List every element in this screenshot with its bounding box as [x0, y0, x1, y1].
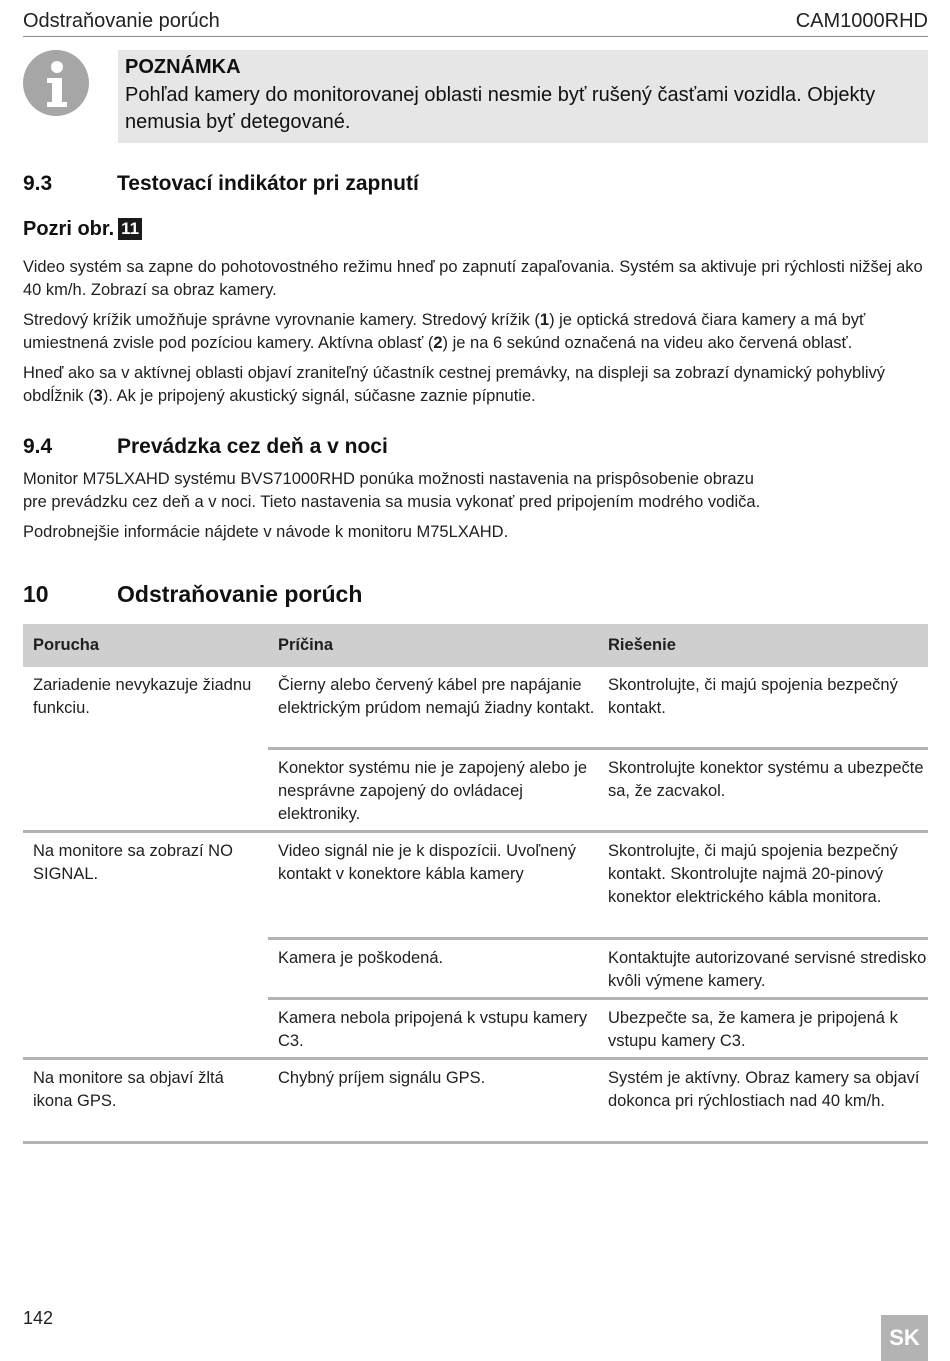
note-text: Pohľad kamery do monitorovanej oblasti nesmie byť rušený časťami vozidla. Objekty nemusia byť detegované. — [125, 84, 876, 133]
solution-cell: Kontaktujte autorizované servisné stredisko kvôli výmene kamery. — [608, 949, 927, 990]
cause-cell: Kamera je poškodená. — [278, 949, 444, 967]
fault-cell: Zariadenie nevykazuje žiadnu funkciu. — [33, 676, 252, 717]
page-header — [23, 6, 928, 37]
cause-cell: Kamera nebola pripojená k vstupu kamery C3. — [278, 1009, 588, 1050]
table-header — [23, 624, 928, 667]
note-box — [23, 50, 928, 145]
header-section: Odstraňovanie porúch — [23, 9, 220, 32]
section-9-3-heading — [23, 172, 419, 196]
paragraph-active-area — [23, 362, 933, 408]
cause-cell: Chybný príjem signálu GPS. — [278, 1069, 486, 1087]
text: Stredový krížik umožňuje správne vyrovnanie kamery. Stredový krížik ( — [23, 311, 540, 329]
table-row — [268, 667, 928, 747]
paragraph-center-cross — [23, 309, 933, 355]
paragraph-day-night — [23, 468, 933, 514]
solution-cell: Skontrolujte konektor systému a ubezpečte sa, že zacvakol. — [608, 759, 924, 800]
section-number: 9.4 — [23, 435, 53, 458]
solution-cell: Ubezpečte sa, že kamera je pripojená k vstupu kamery C3. — [608, 1009, 898, 1050]
section-title: Odstraňovanie porúch — [117, 581, 363, 607]
table-group — [23, 667, 928, 833]
cause-cell: Čierny alebo červený kábel pre napájanie elektrickým prúdom nemajú žiadny kontakt. — [278, 676, 595, 717]
solution-cell: Skontrolujte, či majú spojenia bezpečný kontakt. — [608, 676, 898, 717]
cause-cell: Konektor systému nie je zapojený alebo je nesprávne zapojený do ovládacej elektroniky. — [278, 759, 588, 823]
column-header-cause: Príčina — [278, 636, 334, 654]
callout-number: 3 — [93, 387, 103, 405]
table-group — [23, 833, 928, 1060]
fault-cell: Na monitore sa objaví žltá ikona GPS. — [33, 1069, 224, 1110]
table-row — [268, 997, 928, 1057]
figure-reference-label: Pozri obr. — [23, 218, 115, 240]
section-title: Testovací indikátor pri zapnutí — [117, 172, 419, 195]
section-title: Prevádzka cez deň a v noci — [117, 435, 388, 458]
solution-cell: Systém je aktívny. Obraz kamery sa objaví dokonca pri rýchlostiach nad 40 km/h. — [608, 1069, 920, 1110]
cause-cell: Video signál nie je k dispozícii. Uvoľnený kontakt v konektore kábla kamery — [278, 842, 577, 883]
callout-number: 1 — [539, 311, 550, 329]
info-icon — [23, 50, 89, 116]
section-number: 10 — [23, 581, 49, 607]
table-row — [268, 1060, 928, 1141]
section-number: 9.3 — [23, 172, 53, 195]
text: Hneď ako sa v aktívnej oblasti objaví zraniteľný účastník cestnej premávky, na displeji sa zobrazí dynamický pohyblivý obdĺžnik ( — [23, 364, 886, 405]
figure-number-badge: 11 — [118, 218, 142, 240]
column-header-fault: Porucha — [33, 636, 100, 654]
paragraph-more-info: Podrobnejšie informácie nájdete v návode k monitoru M75LXAHD. — [23, 523, 509, 541]
troubleshooting-table — [23, 624, 928, 1144]
section-10-heading — [23, 581, 362, 608]
callout-number: 2 — [433, 334, 443, 352]
table-row — [268, 747, 928, 830]
table-row — [268, 937, 928, 997]
column-header-solution: Riešenie — [608, 636, 676, 654]
fault-cell: Na monitore sa zobrazí NO SIGNAL. — [33, 842, 233, 883]
header-model: CAM1000RHD — [795, 9, 928, 32]
paragraph-power-on: Video systém sa zapne do pohotovostného režimu hneď po zapnutí zapaľovania. Systém sa aktivuje pri rýchlosti nižšej ako 40 km/h. Zobrazí sa obraz kamery. — [23, 258, 923, 299]
text-line: pre prevádzku cez deň a v noci. Tieto nastavenia sa musia vykonať pred pripojením modrého vodiča. — [23, 493, 761, 511]
note-title: POZNÁMKA — [125, 56, 241, 78]
section-9-4-heading — [23, 435, 388, 459]
text: ) je optická stredová čiara kamery a má byť umiestnená zvisle pod pozíciou kamery. Aktívna oblasť ( — [23, 311, 866, 352]
table-group — [23, 1060, 928, 1144]
language-badge: SK — [881, 1315, 928, 1361]
table-row — [268, 833, 928, 937]
text: ) je na 6 sekúnd označená na videu ako červená oblasť. — [442, 334, 853, 352]
figure-reference — [23, 218, 142, 241]
solution-cell: Skontrolujte, či majú spojenia bezpečný kontakt. Skontrolujte najmä 20-pinový konektor elektrického kábla monitora. — [608, 842, 898, 906]
text-line: Monitor M75LXAHD systému BVS71000RHD ponúka možnosti nastavenia na prispôsobenie obrazu — [23, 470, 754, 488]
text: ). Ak je pripojený akustický signál, súčasne zaznie pípnutie. — [102, 387, 536, 405]
page-number: 142 — [23, 1308, 54, 1328]
